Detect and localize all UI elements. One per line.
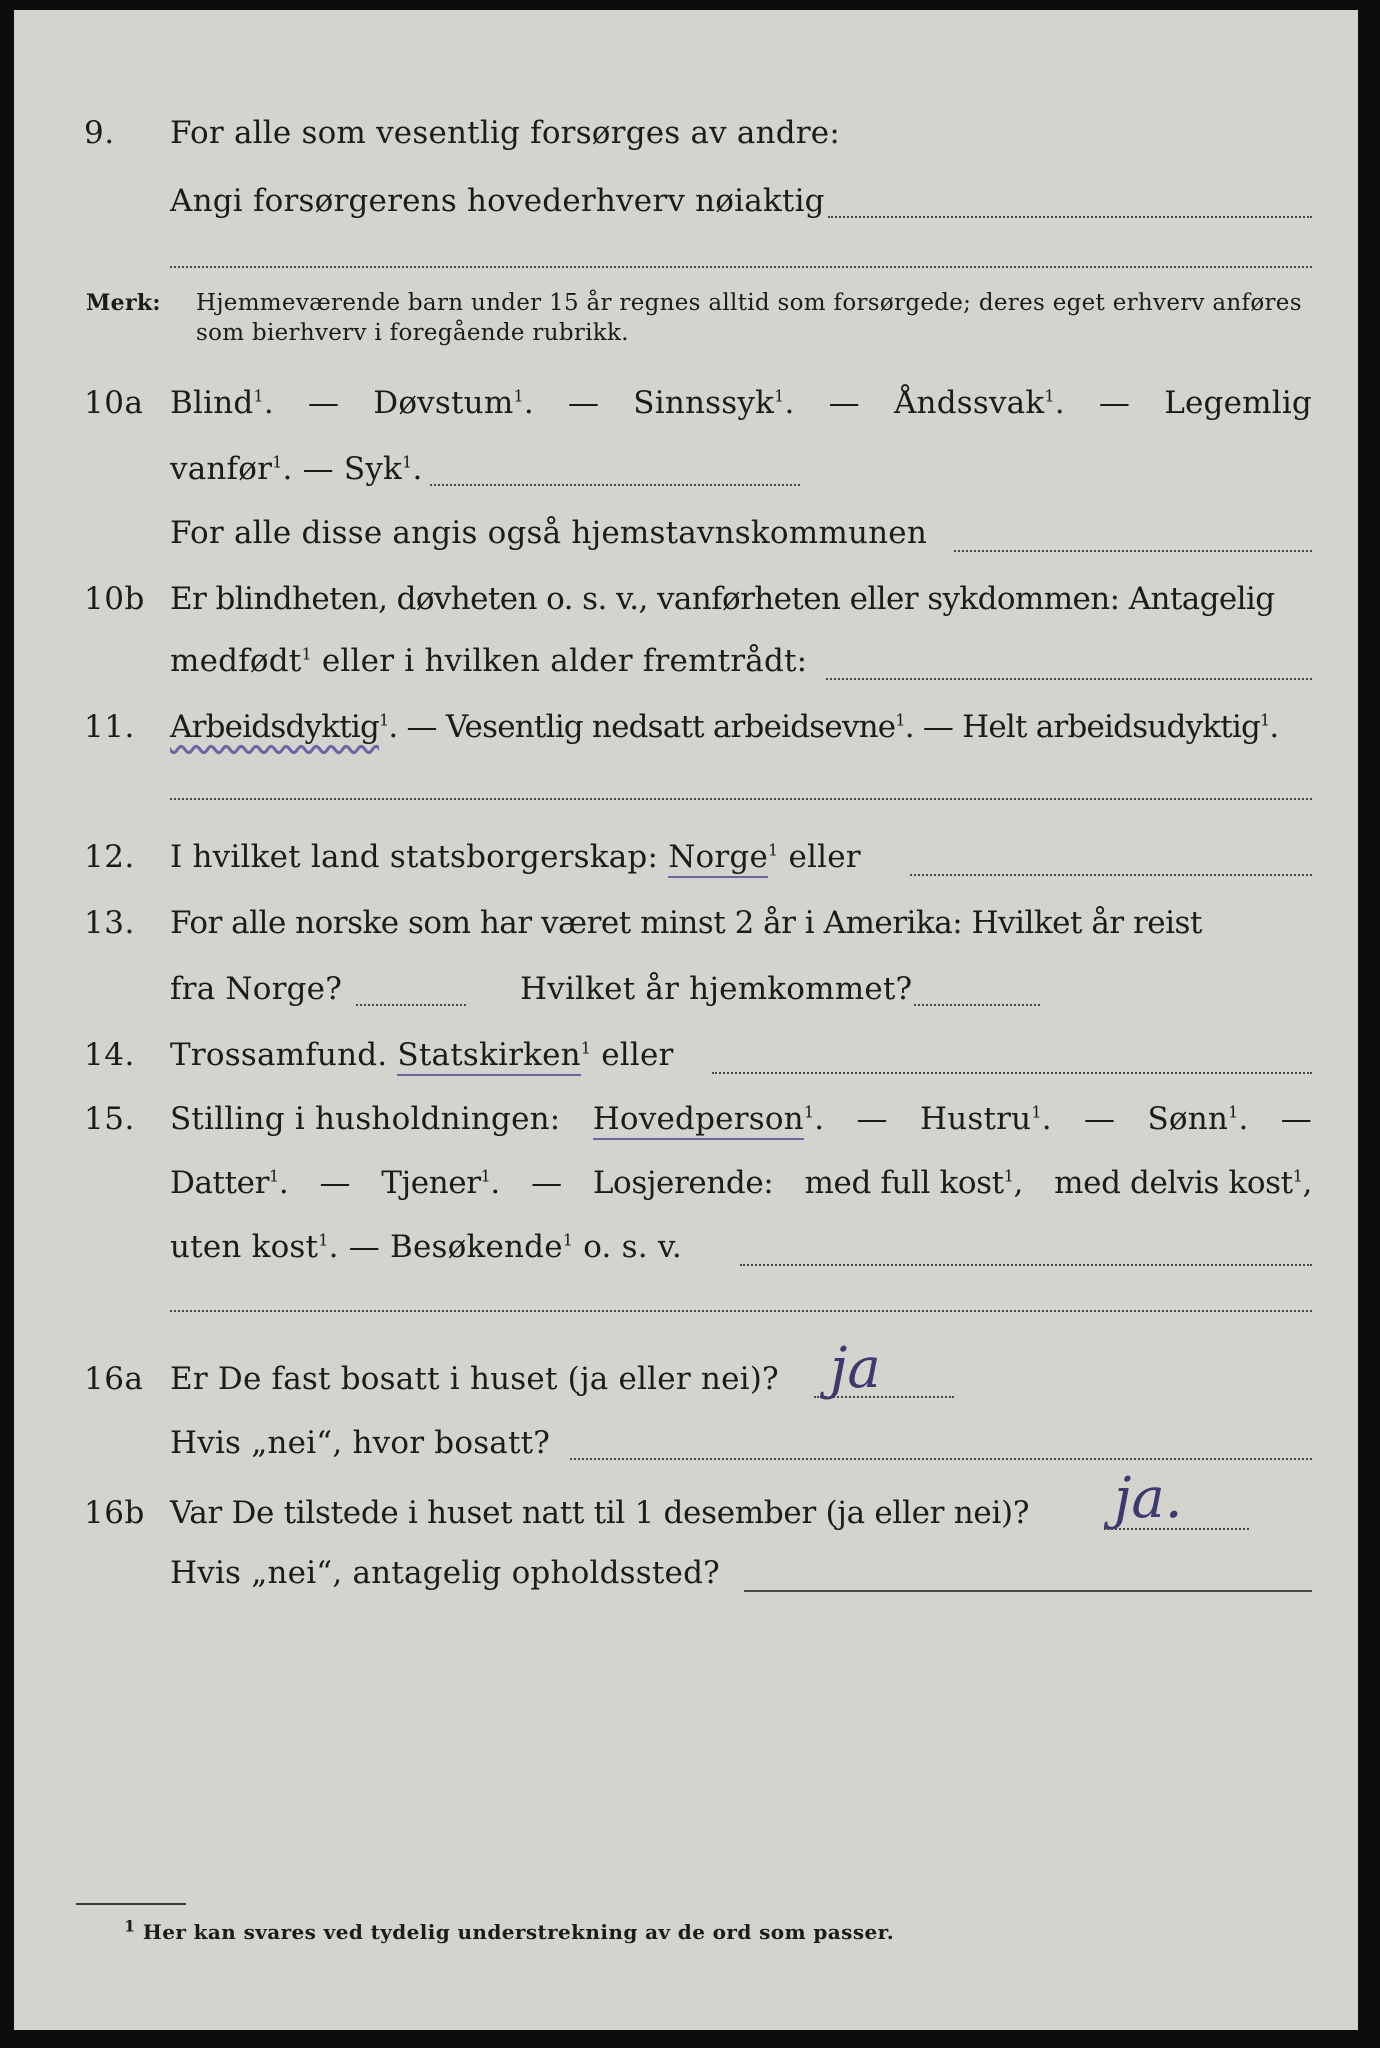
option-andssvak[interactable]: Åndssvak: [893, 385, 1045, 421]
question-text: Hvilket år hjemkommet?: [520, 971, 913, 1007]
question-text: Hvis „nei“, antagelig opholdssted?: [170, 1555, 720, 1591]
question-10b-line-2: medfødt$^1$ eller i hvilken alder fremtrådt:: [14, 638, 1358, 688]
question-number: 15.: [84, 1101, 135, 1137]
question-text: For alle norske som har været minst 2 år i Amerika: Hvilket år reist: [170, 905, 1202, 941]
question-16b-line-2: [14, 1550, 1358, 1600]
question-12-line: 12. I hvilket land statsborgerskap: Norge$^1$ eller: [14, 834, 1358, 884]
answer-field[interactable]: [170, 798, 1312, 800]
option-legemlig[interactable]: Legemlig: [1164, 385, 1312, 421]
option-sinnssyk[interactable]: Sinnssyk: [633, 385, 775, 421]
merk-text: Hjemmeværende barn under 15 år regnes alltid som forsørgede; deres eget erhverv anføres som bierhverv i foregående rubrikk.: [196, 290, 1302, 346]
question-text: For alle som vesentlig forsørges av andre:: [170, 115, 840, 151]
answer-field[interactable]: [712, 1072, 1312, 1074]
option-blind[interactable]: Blind: [170, 385, 254, 421]
option-hovedperson-selected[interactable]: Hovedperson: [593, 1101, 804, 1140]
footnote-rule: [76, 1903, 186, 1905]
answer-field-year-left[interactable]: [356, 1004, 466, 1006]
question-text: I hvilket land statsborgerskap:: [170, 839, 659, 875]
option-sonn[interactable]: Sønn: [1147, 1101, 1229, 1137]
option-full-kost[interactable]: med full kost: [804, 1165, 1004, 1201]
option-nedsatt[interactable]: Vesentlig nedsatt arbeidsevne: [445, 709, 896, 745]
answer-field[interactable]: [954, 550, 1312, 552]
answer-field[interactable]: [744, 1590, 1312, 1592]
question-text: For alle disse angis også hjemstavnskommunen: [170, 515, 927, 551]
answer-field[interactable]: [430, 484, 800, 486]
question-16a-line-1: [14, 1336, 1358, 1406]
question-number: 16b: [84, 1495, 145, 1531]
footnote: [124, 1916, 895, 1944]
question-text: Var De tilstede i huset natt til 1 desember (ja eller nei)?: [170, 1495, 1030, 1531]
answer-field[interactable]: [826, 678, 1312, 680]
answer-field-year-returned[interactable]: [914, 1004, 1040, 1006]
question-16b-line-1: [14, 1466, 1358, 1540]
merk-label: Merk:: [86, 290, 161, 316]
answer-field[interactable]: [570, 1458, 1312, 1460]
question-number: 16a: [84, 1361, 144, 1397]
question-text: Stilling i husholdningen:: [170, 1101, 561, 1137]
answer-field[interactable]: [740, 1264, 1312, 1266]
question-13-line-2: [14, 966, 1358, 1016]
handwritten-answer: ja.: [1114, 1466, 1183, 1531]
option-vanfor[interactable]: vanfør: [170, 451, 273, 487]
option-udyktig[interactable]: Helt arbeidsudyktig: [962, 709, 1261, 745]
question-10b-line-1: [14, 576, 1358, 626]
answer-field[interactable]: [170, 1310, 1312, 1312]
question-number: 10b: [84, 581, 145, 617]
question-16a-line-2: [14, 1420, 1358, 1470]
option-dovstum[interactable]: Døvstum: [373, 385, 514, 421]
answer-field[interactable]: [828, 216, 1312, 218]
question-text: Hvis „nei“, hvor bosatt?: [170, 1425, 551, 1461]
question-text: eller i hvilken alder fremtrådt:: [321, 643, 808, 679]
option-arbeidsdyktig-selected[interactable]: Arbeidsdyktig: [170, 709, 380, 745]
option-besokende[interactable]: Besøkende: [389, 1229, 563, 1265]
footnote-text: Her kan svares ved tydelig understrekning av de ord som passer.: [142, 1920, 895, 1944]
question-text: fra Norge?: [170, 971, 343, 1007]
option-statskirken-selected[interactable]: Statskirken: [397, 1037, 580, 1076]
question-number: 13.: [84, 905, 135, 941]
question-text: Er blindheten, døvheten o. s. v., vanførheten eller sykdommen: Antagelig: [170, 581, 1275, 617]
question-9-line-2: [14, 178, 1358, 228]
question-15-line-3: uten kost$^1$. — Besøkende$^1$ o. s. v.: [14, 1224, 1358, 1274]
question-text: Er De fast bosatt i huset (ja eller nei)?: [170, 1361, 779, 1397]
answer-field[interactable]: [910, 874, 1312, 876]
option-norge-selected[interactable]: Norge: [668, 839, 768, 878]
question-text: Angi forsørgerens hovederhverv nøiaktig: [170, 183, 825, 219]
footnote-marker: 1: [124, 1916, 136, 1936]
merk-note: [14, 288, 1358, 358]
option-hustru[interactable]: Hustru: [919, 1101, 1032, 1137]
question-number: 9.: [84, 115, 115, 151]
question-number: 10a: [84, 385, 144, 421]
question-15-line-1: 15. Stilling i husholdningen: Hovedperson$^1$. — Hustru$^1$. — Sønn$^1$. —: [14, 1096, 1358, 1146]
question-9-line-1: [14, 110, 1358, 160]
option-tjener[interactable]: Tjener: [381, 1165, 481, 1201]
question-number: 11.: [84, 709, 135, 745]
question-10a-line-3: [14, 510, 1358, 560]
option-losjerende[interactable]: Losjerende:: [592, 1165, 774, 1201]
option-datter[interactable]: Datter: [170, 1165, 270, 1201]
question-11-line: 11. Arbeidsdyktig$^1$. — Vesentlig nedsatt arbeidsevne$^1$. — Helt arbeidsudyktig$^1$.: [14, 704, 1358, 754]
question-14-line: 14. Trossamfund. Statskirken$^1$ eller: [14, 1032, 1358, 1082]
option-uten-kost[interactable]: uten kost: [170, 1229, 319, 1265]
option-delvis-kost[interactable]: med delvis kost: [1054, 1165, 1293, 1201]
option-syk[interactable]: Syk: [343, 451, 403, 487]
census-form-page: [14, 10, 1358, 2030]
question-10a-line-2: vanfør$^1$. — Syk$^1$.: [14, 446, 1358, 496]
answer-field[interactable]: [170, 266, 1312, 268]
question-10a-line-1: 10a Blind$^1$. — Døvstum$^1$. — Sinnssyk$^1$. — Åndssvak$^1$. — Legemlig: [14, 380, 1358, 430]
question-number: 14.: [84, 1037, 135, 1073]
question-15-line-2: Datter$^1$. — Tjener$^1$. — Losjerende: med full kost$^1$, med delvis kost$^1$,: [14, 1160, 1358, 1210]
question-number: 12.: [84, 839, 135, 875]
option-medfodt[interactable]: medfødt: [170, 643, 302, 679]
question-text: Trossamfund.: [170, 1037, 388, 1073]
handwritten-answer: ja: [830, 1336, 881, 1401]
question-13-line-1: [14, 900, 1358, 950]
